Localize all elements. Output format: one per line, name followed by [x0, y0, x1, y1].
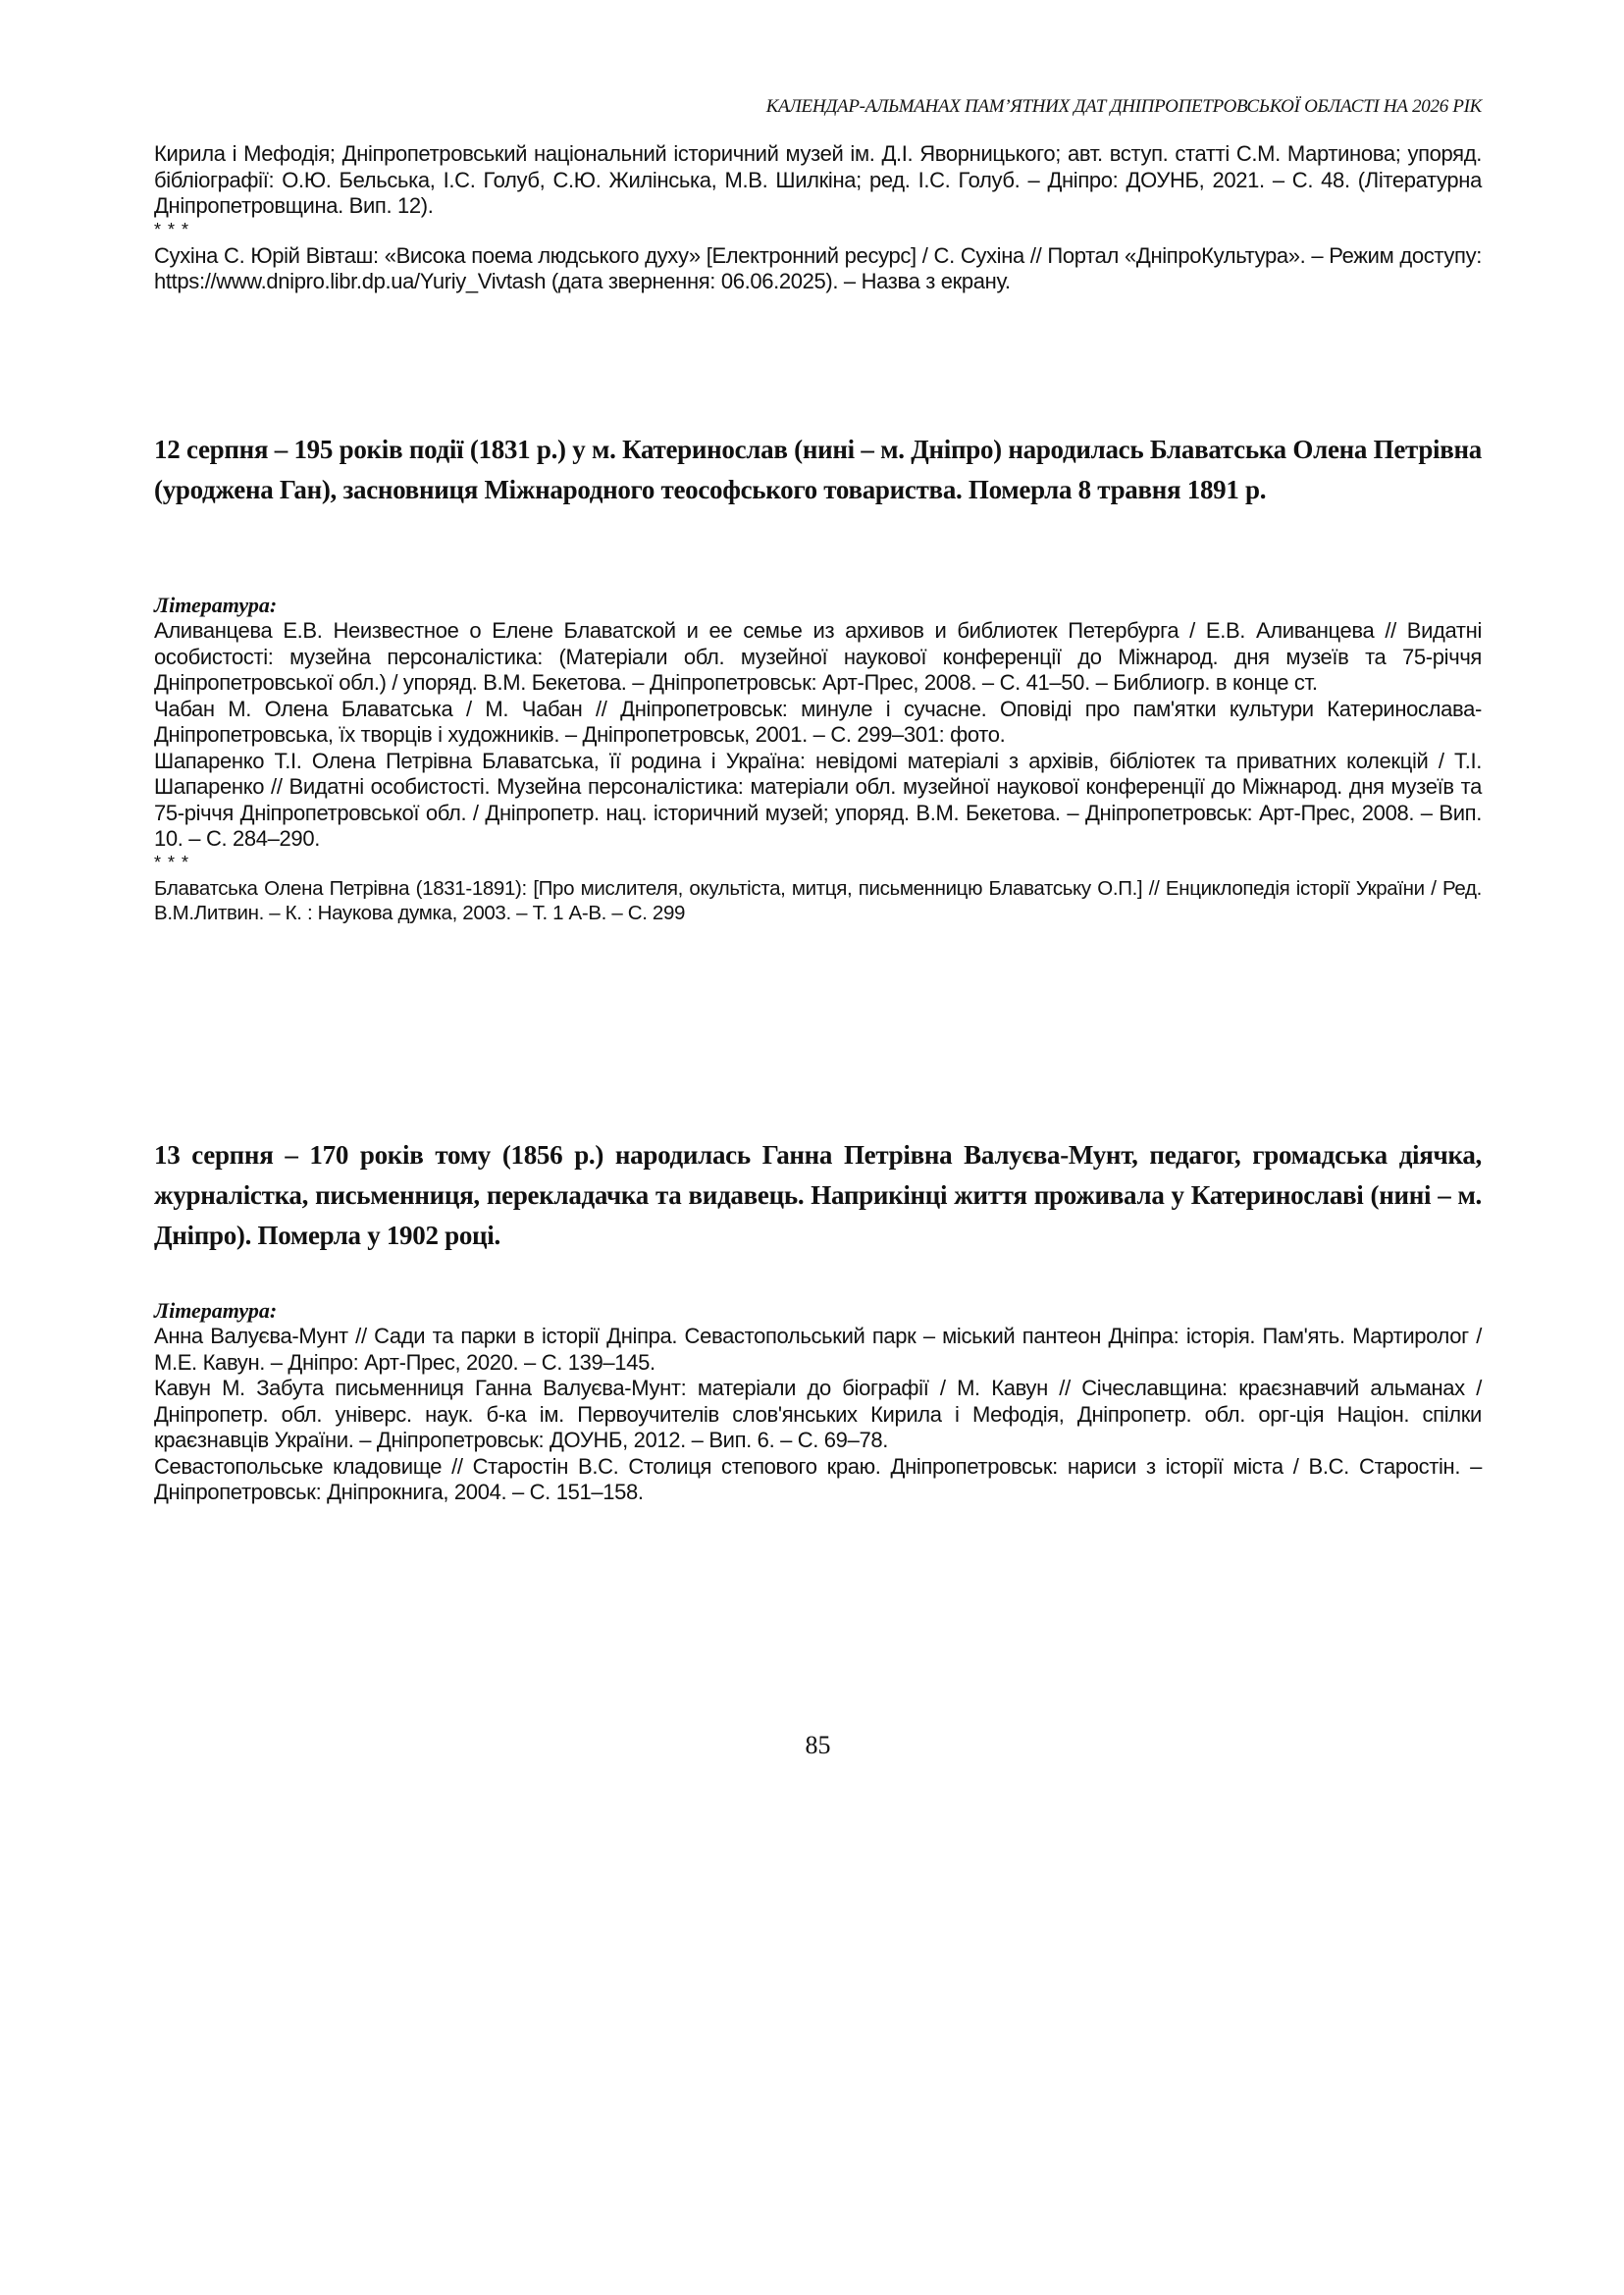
separator: * * *: [154, 219, 190, 239]
event-blavatsky: [154, 430, 1482, 510]
bibliography-entry: Шапаренко Т.І. Олена Петрівна Блаватська, її родина і Україна: невідомі матеріалі з архівів, бібліотек та приватних колекцій / Т.І. Шапаренко // Видатні особистості. Музейна персоналістика: матеріали обл. музейної наукової конференції до Міжнарод. дня музеїв та 75-річчя Дніпропетровської обл. / Дніпропетр. нац. історичний музей; упоряд. В.М. Бекетова. – Дніпропетровськ: Арт-Прес, 2008. – Вип. 10. – С. 284–290.: [154, 748, 1482, 851]
bibliography-entry: Кирила і Мефодія; Дніпропетровський національний історичний музей ім. Д.І. Яворницького; авт. вступ. статті С.М. Мартинова; упоряд. бібліографії: О.Ю. Бельська, І.С. Голуб, С.Ю. Жилінська, М.В. Шилкіна; ред. І.С. Голуб. – Дніпро: ДОУНБ, 2021. – С. 48. (Літературна Дніпропетровщина. Вип. 12).: [154, 141, 1482, 218]
bibliography-entry-online: Сухіна С. Юрій Вівташ: «Висока поема людського духу» [Електронний ресурс] / С. Сухіна // Портал «ДніпроКультура». – Режим доступу: https://www.dnipro.libr.dp.ua/Yuriy_Vivtash (дата звернення: 06.06.2025). – Назва з екрану.: [154, 242, 1482, 293]
bibliography-entry: Анна Валуєва-Мунт // Сади та парки в історії Дніпра. Севастопольський парк – міський пантеон Дніпра: історія. Пам'ять. Мартиролог / М.Е. Кавун. – Дніпро: Арт-Прес, 2020. – С. 139–145.: [154, 1324, 1482, 1375]
event-heading: 12 серпня – 195 років події (1831 р.) у м. Катеринослав (нині – м. Дніпро) народилась Блаватська Олена Петрівна (уроджена Ган), засновниця Міжнародного теософського товариства. Померла 8 травня 1891 р.: [154, 435, 1482, 504]
event-valueva-munt: [154, 1135, 1482, 1256]
literature-label: Література:: [154, 593, 278, 617]
literature-blavatsky: [154, 593, 1482, 925]
event-heading: 13 серпня – 170 років тому (1856 р.) народилась Ганна Петрівна Валуєва-Мунт, педагог, громадська діячка, журналістка, письменниця, перекладачка та видавець. Наприкінці життя проживала у Катеринославі (нині – м. Дніпро). Померла у 1902 році.: [154, 1140, 1482, 1250]
running-header: КАЛЕНДАР-АЛЬМАНАХ ПАМ’ЯТНИХ ДАТ ДНІПРОПЕТРОВСЬКОЇ ОБЛАСТІ НА 2026 РІК: [765, 96, 1482, 117]
literature-valueva-munt: [154, 1298, 1482, 1506]
separator: * * *: [154, 852, 190, 872]
bibliography-entry: Чабан М. Олена Блаватська / М. Чабан // Дніпропетровськ: минуле і сучасне. Оповіді про пам'ятки культури Катеринослава-Дніпропетровська, їх творців і художників. – Дніпропетровськ, 2001. – С. 299–301: фото.: [154, 696, 1482, 747]
bibliography-entry: Севастопольське кладовище // Старостін В.С. Столиця степового краю. Дніпропетровськ: нариси з історії міста / В.С. Старостін. – Дніпропетровськ: Дніпрокнига, 2004. – С. 151–158.: [154, 1453, 1482, 1504]
continued-bibliography: [154, 141, 1482, 295]
page-number: 85: [805, 1731, 831, 1759]
bibliography-entry: Кавун М. Забута письменниця Ганна Валуєва-Мунт: матеріали до біографії / М. Кавун // Січеславщина: краєзнавчий альманах / Дніпропетр. обл. універс. наук. б-ка ім. Первоучителів слов'янських Кирила і Мефодія, Дніпропетр. обл. орг-ція Націон. спілки краєзнавців України. – Дніпропетровськ: ДОУНБ, 2012. – Вип. 6. – С. 69–78.: [154, 1376, 1482, 1452]
literature-label: Література:: [154, 1298, 278, 1323]
bibliography-entry-encyclopedia: Блаватська Олена Петрівна (1831-1891): [Про мислителя, окультіста, митця, письменницю Блаватську О.П.] // Енциклопедія історії України / Ред. В.М.Литвин. – К. : Наукова думка, 2003. – Т. 1 А-В. – С. 299: [154, 876, 1482, 924]
bibliography-entry: Аливанцева Е.В. Неизвестное о Елене Блаватской и ее семье из архивов и библиотек Петербурга / Е.В. Аливанцева // Видатні особистості: музейна персоналістика: (Матеріали обл. музейної наукової конференції до Міжнарод. дня музеїв та 75-річчя Дніпропетровської обл.) / упоряд. В.М. Бекетова. – Дніпропетровськ: Арт-Прес, 2008. – С. 41–50. – Библиогр. в конце ст.: [154, 618, 1482, 695]
